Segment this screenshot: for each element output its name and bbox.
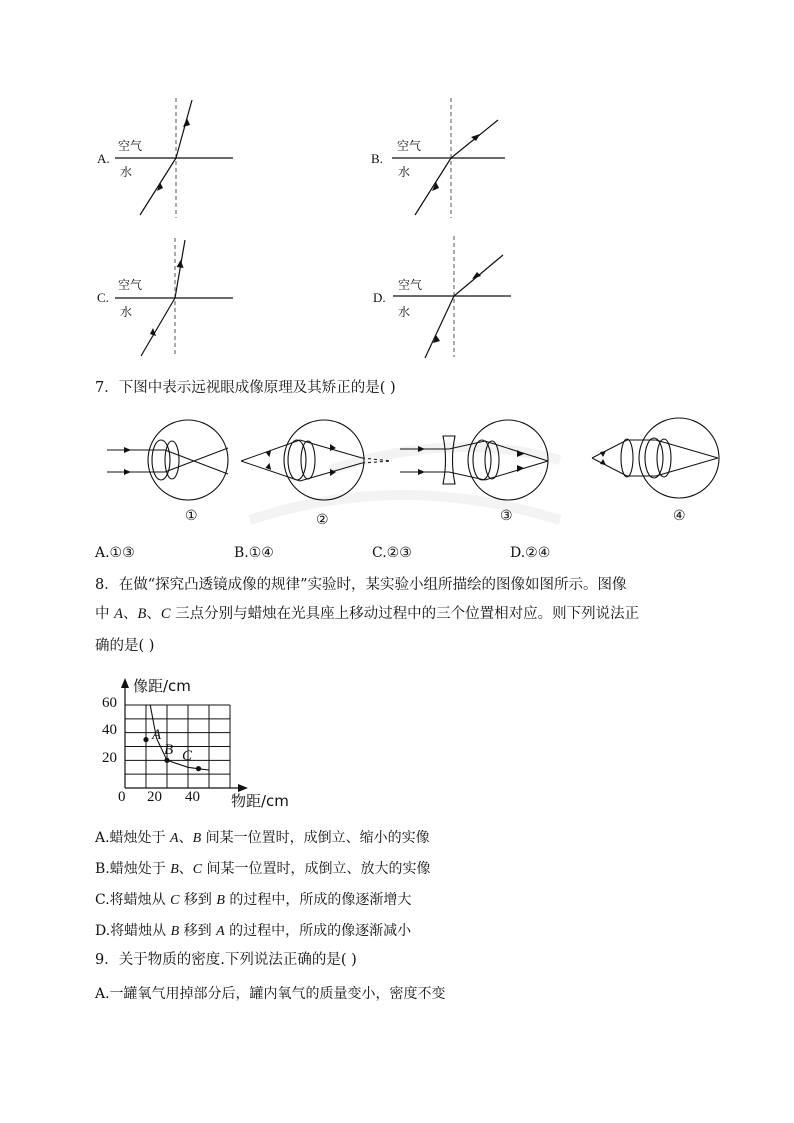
- answer-option-b: B.①④: [234, 545, 274, 561]
- question-8-stem-line1: 8．在做“探究凸透镜成像的规律”实验时，某实验小组所描绘的图像如图所示。图像: [95, 577, 627, 593]
- question-9-stem: 9．关于物质的密度.下列说法正确的是( ): [95, 952, 357, 968]
- eye-diagram-1: [107, 420, 228, 500]
- air-label: 空气: [118, 278, 143, 292]
- option-text: 间某一位置时，成倒立、缩小的实像: [201, 830, 430, 846]
- chart-ylabel: 像距/cm: [133, 677, 191, 695]
- separator: 、: [146, 606, 161, 622]
- option-text: 移到: [179, 923, 217, 939]
- option-text: A.蜡烛处于: [95, 830, 171, 846]
- point-ref: A: [216, 924, 225, 939]
- eye-diagram-4: [592, 418, 719, 498]
- point-b-label: B: [164, 742, 174, 758]
- option-text: 、: [178, 830, 193, 846]
- q9-option-a: A.一罐氧气用掉部分后，罐内氧气的质量变小，密度不变: [95, 986, 446, 1002]
- q8-option-a: [95, 827, 430, 847]
- point-a-ref: A: [114, 606, 123, 622]
- q8-option-c: [95, 889, 411, 909]
- option-text: 间某一位置时，成倒立、放大的实像: [202, 861, 431, 877]
- option-text: C.将蜡烛从: [95, 892, 171, 908]
- answer-option-c: C.②③: [372, 545, 412, 561]
- option-text: 、: [178, 861, 193, 877]
- eye-diagram-2: [241, 420, 392, 500]
- option-text: 的过程中，所成的像逐渐减小: [224, 923, 412, 939]
- separator: 、: [122, 606, 138, 622]
- option-b-label: B.: [371, 151, 383, 166]
- answer-option-a: A.①③: [95, 545, 135, 561]
- point-ref: B: [216, 893, 225, 908]
- y-axis-arrow: [121, 678, 129, 688]
- answer-option-d: D.②④: [510, 545, 551, 561]
- air-label: 空气: [397, 139, 422, 153]
- point-ref: A: [170, 831, 179, 846]
- y-tick-20: 20: [102, 750, 117, 766]
- x-tick-0: 0: [118, 789, 126, 805]
- chart-grid: [125, 705, 230, 788]
- point-ref: C: [192, 862, 203, 877]
- stem-text: 三点分别与蜡烛在光具座上移动过程中的三个位置相对应。则下列说法正: [170, 606, 640, 622]
- q8-option-d: [95, 920, 411, 940]
- data-point-c: [196, 766, 201, 771]
- chart-xlabel: 物距/cm: [231, 792, 289, 810]
- option-text: D.将蜡烛从: [95, 923, 171, 939]
- point-b-ref: B: [137, 606, 147, 622]
- question-8-stem-line2: [95, 604, 639, 624]
- air-label: 空气: [398, 278, 423, 292]
- option-c-label: C.: [97, 290, 109, 305]
- point-ref: B: [170, 862, 179, 877]
- air-label: 空气: [118, 139, 143, 153]
- point-ref: C: [170, 893, 180, 908]
- water-label: 水: [398, 305, 411, 319]
- x-tick-40: 40: [185, 789, 200, 805]
- eye-diagram-3: [400, 420, 548, 500]
- point-c-ref: C: [160, 606, 171, 622]
- q8-option-b: [95, 858, 431, 878]
- question-8-stem-line3: 确的是( ): [95, 638, 155, 654]
- point-c-label: C: [182, 748, 193, 764]
- question-7-stem: 7．下图中表示远视眼成像原理及其矫正的是( ): [95, 380, 396, 396]
- water-label: 水: [120, 305, 133, 319]
- figure-label-3: ③: [500, 508, 513, 524]
- figure-label-2: ②: [316, 512, 329, 528]
- option-a-label: A.: [97, 151, 110, 166]
- y-tick-40: 40: [102, 722, 117, 738]
- stem-text: 中: [95, 606, 115, 622]
- data-point-a: [143, 737, 148, 742]
- option-text: 的过程中，所成的像逐渐增大: [224, 892, 412, 908]
- option-text: B.蜡烛处于: [95, 861, 171, 877]
- water-label: 水: [398, 165, 411, 179]
- point-ref: B: [192, 831, 202, 846]
- figure-label-4: ④: [673, 508, 686, 524]
- point-a-label: A: [152, 727, 162, 743]
- point-ref: B: [170, 924, 180, 939]
- figure-label-1: ①: [185, 508, 198, 524]
- water-label: 水: [120, 165, 133, 179]
- option-text: 移到: [179, 892, 217, 908]
- x-tick-20: 20: [147, 789, 162, 805]
- option-d-label: D.: [373, 290, 386, 305]
- y-tick-60: 60: [102, 695, 117, 711]
